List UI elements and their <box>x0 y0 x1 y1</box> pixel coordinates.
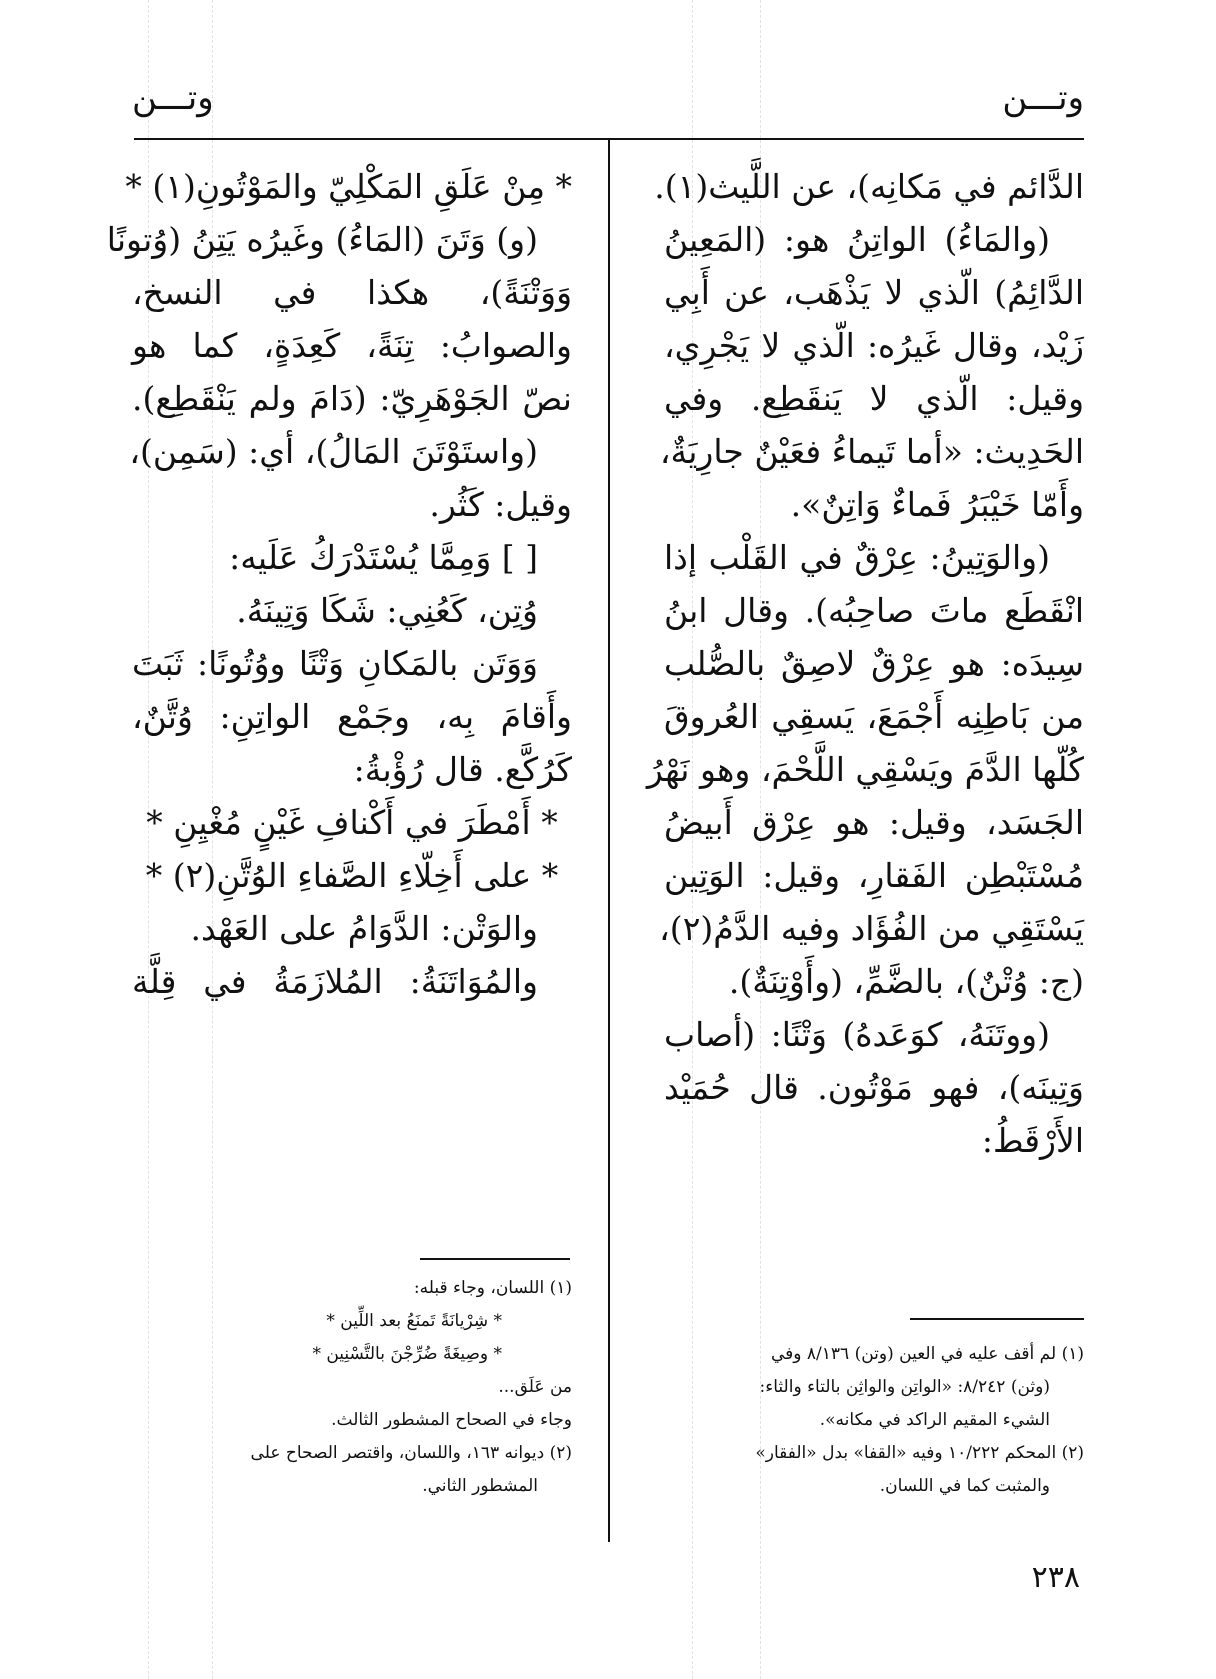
footnotes-right <box>652 1338 1084 1503</box>
text-line: من بَاطِنِه أَجْمَعَ، يَسقِي العُروقَ <box>664 697 1084 736</box>
text-line: (ج: وُتْنٌ)، بالضَّمِّ، (وأَوْتِنَةٌ). <box>728 962 1084 1001</box>
text-line: والوَتْن: الدَّوَامُ على العَهْد. <box>190 909 538 948</box>
left-column <box>106 160 572 1008</box>
text-line: (و) وَتَنَ (المَاءُ) وغَيرُه يَتِنُ (وُتونًا <box>106 220 538 259</box>
text-line: وأَقامَ بِه، وجَمْع الواتِنِ: وُتَّنٌ، <box>132 697 572 736</box>
text-line: وقيل: كَثُر. <box>429 485 572 524</box>
text-line: الدَّائِمُ) الّذي لا يَذْهَب، عن أَبِي <box>664 273 1084 312</box>
text-line: الجَسَد، وقيل: هو عِرْق أَبيضُ <box>664 803 1084 842</box>
text-line: يَسْتَقِي من الفُؤَاد وفيه الدَّمُ(٢)، <box>659 909 1084 948</box>
verse-line: * على أَخِلّاءِ الصَّفاءِ الوُتَّنِ(٢) * <box>145 856 559 895</box>
footnote-line: (٢) ديوانه ١٦٣، واللسان، واقتصر الصحاح على <box>250 1443 572 1463</box>
footnote-line: المشطور الثاني. <box>422 1476 538 1496</box>
text-line: والمُوَاتَنَةُ: المُلازَمَةُ في قِلَّة <box>132 962 538 1001</box>
footnote-verse: * وصِيغَةً ضُرِّجْنَ بالتَّسْنِين * <box>312 1344 502 1364</box>
text-line: كَرُكَّع. قال رُؤْبةُ: <box>353 750 572 789</box>
text-line: والصوابُ: تِنَةً، كَعِدَةٍ، كما هو <box>132 326 572 365</box>
footnote-verse: * شِرْيانَةً تَمنَعُ بعد اللِّين * <box>326 1311 502 1331</box>
footnote-rule-left <box>420 1258 570 1260</box>
text-line: انْقَطَع ماتَ صاحِبُه). وقال ابنُ <box>664 591 1084 630</box>
verse-line: * مِنْ عَلَقِ المَكْلِيّ والمَوْتُونِ(١) * <box>125 167 572 206</box>
footnote-line: وجاء في الصحاح المشطور الثالث. <box>331 1410 572 1430</box>
right-column <box>646 160 1084 1167</box>
footnote-line: والمثبت كما في اللسان. <box>879 1476 1050 1496</box>
footnotes-left <box>132 1272 572 1503</box>
page-number: ٢٣٨ <box>1031 1560 1080 1595</box>
footnote-line: (١) لم أقف عليه في العين (وتن) ٨/١٣٦ وفي <box>770 1344 1084 1364</box>
text-line: وَوَتْنَةً)، هكذا في النسخ، <box>132 273 572 312</box>
footnote-line: (١) اللسان، وجاء قبله: <box>413 1278 572 1298</box>
text-line: كُلّها الدَّمَ ويَسْقِي اللَّحْمَ، وهو نَهْرُ <box>646 750 1084 789</box>
text-line: (ووتَنَهُ، كوَعَدهُ) وَتْنًا: (أصاب <box>664 1015 1050 1054</box>
addendum-heading: [ ] وَمِمَّا يُسْتَدْرَكُ عَلَيه: <box>229 538 538 577</box>
footnote-line: الشيء المقيم الراكد في مكانه». <box>819 1410 1050 1430</box>
text-line: (واستَوْتَنَ المَالُ)، أي: (سَمِن)، <box>129 432 538 471</box>
text-line: وقيل: الّذي لا يَنقَطِع. وفي <box>664 379 1084 418</box>
footnote-line: من عَلَق... <box>498 1377 572 1397</box>
text-line: وُتِن، كَعُنِي: شَكَا وَتِينَهُ. <box>236 591 538 630</box>
text-line: وأَمّا خَيْبَرُ فَماءٌ وَاتِنٌ». <box>790 485 1084 524</box>
text-line: نصّ الجَوْهَرِيّ: (دَامَ ولم يَنْقَطِع). <box>132 379 572 418</box>
running-header-right: وتـــن <box>1002 78 1084 118</box>
text-line: سِيدَه: هو عِرْقٌ لاصِقٌ بالصُّلب <box>664 644 1084 683</box>
verse-line: * أَمْطَرَ في أَكْنافِ غَيْنٍ مُغْيِنِ * <box>146 803 558 842</box>
running-header-left: وتـــن <box>132 78 214 118</box>
text-line: وَوَتَن بالمَكانِ وَتْنًا ووُتُونًا: ثَبَتَ <box>132 644 538 683</box>
text-line: (والوَتِينُ: عِرْقٌ في القَلْب إذا <box>664 538 1050 577</box>
text-line: وَتِينَه)، فهو مَوْتُون. قال حُمَيْد <box>664 1068 1084 1107</box>
footnote-line: (٢) المحكم ١٠/٢٢٢ وفيه «القفا» بدل «الفقار» <box>755 1443 1084 1463</box>
text-line: (والمَاءُ) الواتِنُ هو: (المَعِينُ <box>664 220 1050 259</box>
footnote-rule-right <box>910 1318 1084 1320</box>
column-divider <box>608 140 610 1542</box>
footnote-line: (وثن) ٨/٢٤٢: «الواتِن والواثِن بالتاء والثاء: <box>759 1377 1050 1397</box>
text-line: الأَرْقَطُ: <box>981 1121 1084 1160</box>
text-line: الحَدِيث: «أما تَيماءُ فعَيْنٌ جارِيَةٌ، <box>659 432 1084 471</box>
text-line: مُسْتَبْطِن الفَقارِ، وقيل: الوَتِين <box>664 856 1084 895</box>
text-line: زَيْد، وقال غَيرُه: الّذي لا يَجْرِي، <box>664 326 1084 365</box>
text-line: الدَّائم في مَكانِه)، عن اللَّيث(١). <box>654 167 1084 206</box>
